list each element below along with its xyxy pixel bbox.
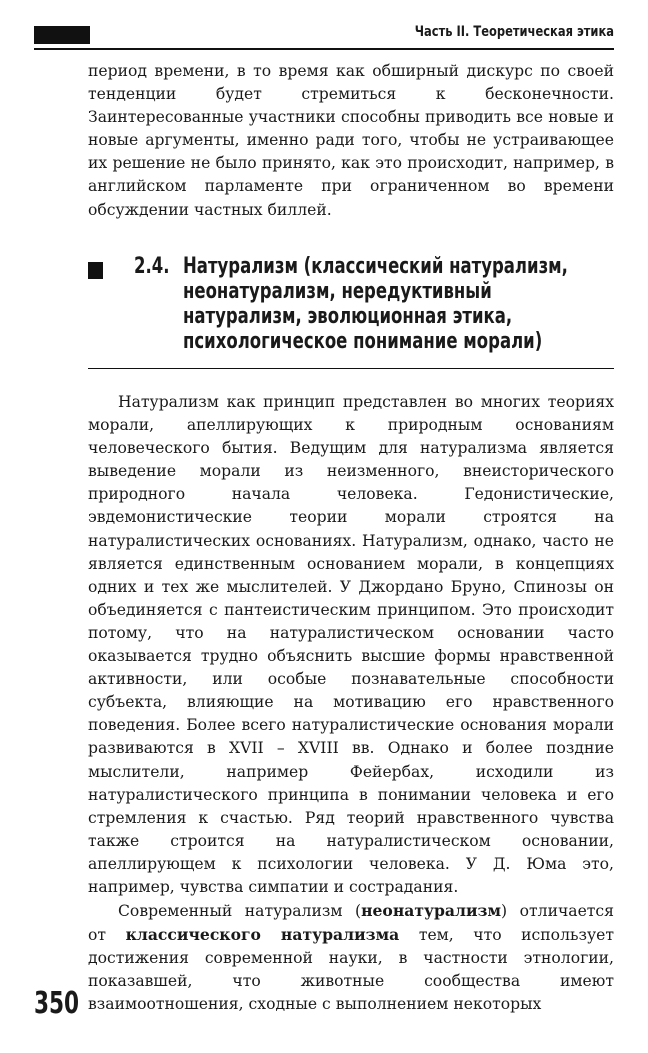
term-classical-naturalism: классического натурализма <box>125 925 400 945</box>
section-rule <box>88 368 614 369</box>
paragraph-continued <box>88 60 614 222</box>
paragraph-text: период времени, в то время как обширный дискурс по своей тенденции будет стремиться к бесконечности. Заинтересованные участники способны приводить все новые и новые аргументы, именно ради того, чтобы не устраивающее их решение не было принято, как это происходит, например, в английском парламенте при ограниченном во времени обсуждении частных биллей. <box>88 62 614 219</box>
header-black-bar <box>34 26 90 44</box>
section-number: 2.4. <box>134 254 170 279</box>
paragraph-naturalism: Натурализм как принцип представлен во многих теориях морали, апеллирующих к природным основаниям человеческого бытия. Ведущим для натурализма является выведение морали из неизменного, внеисторического природного начала человека. Гедонистические, эвдемонистические теории морали строятся на натуралистических основаниях. Натурализм, однако, часто не является единственным основанием морали, в концепциях одних и тех же мыслителей. У Джордано Бруно, Спинозы он объединяется с пантеистическим принципом. Это происходит потому, что на натуралистическом основании часто оказывается трудно объяснить высшие формы нравственной активности, или особые познавательные способности субъекта, влияющие на мотивацию его нравственного поведения. Более всего натуралистические основания морали развиваются в XVII – XVIII вв. Однако и более поздние мыслители, например Фейербах, исходили из натуралистического принципа в понимании человека и его стремления к счастью. Ряд теорий нравственного чувства также строится на натуралистическом основании, апеллирующем к психологии человека. У Д. Юма это, например, чувства симпатии и сострадания. <box>88 393 614 896</box>
term-neonaturalism: неонатурализм <box>361 901 502 921</box>
text-run: ) отличается от <box>88 902 614 945</box>
page-number: 350 <box>34 986 80 1021</box>
section-title: Натурализм (классический натурализм, неонатурализм, нередуктивный натурализм, эволюционная этика, психологическое понимание морали) <box>183 254 568 354</box>
section-marker-square <box>88 262 103 279</box>
text-run: Современный натурализм ( <box>118 902 362 921</box>
paragraph-neonaturalism <box>88 899 614 1016</box>
header-rule <box>34 48 614 50</box>
text-run: тем, что использует достижения современной науки, в частности этнологии, показавшей, что животные сообщества имеют взаимоотношения, сходные с выполнением некоторых <box>88 926 615 1014</box>
running-header: Часть II. Теоретическая этика <box>414 24 614 40</box>
section-body <box>88 391 614 1017</box>
